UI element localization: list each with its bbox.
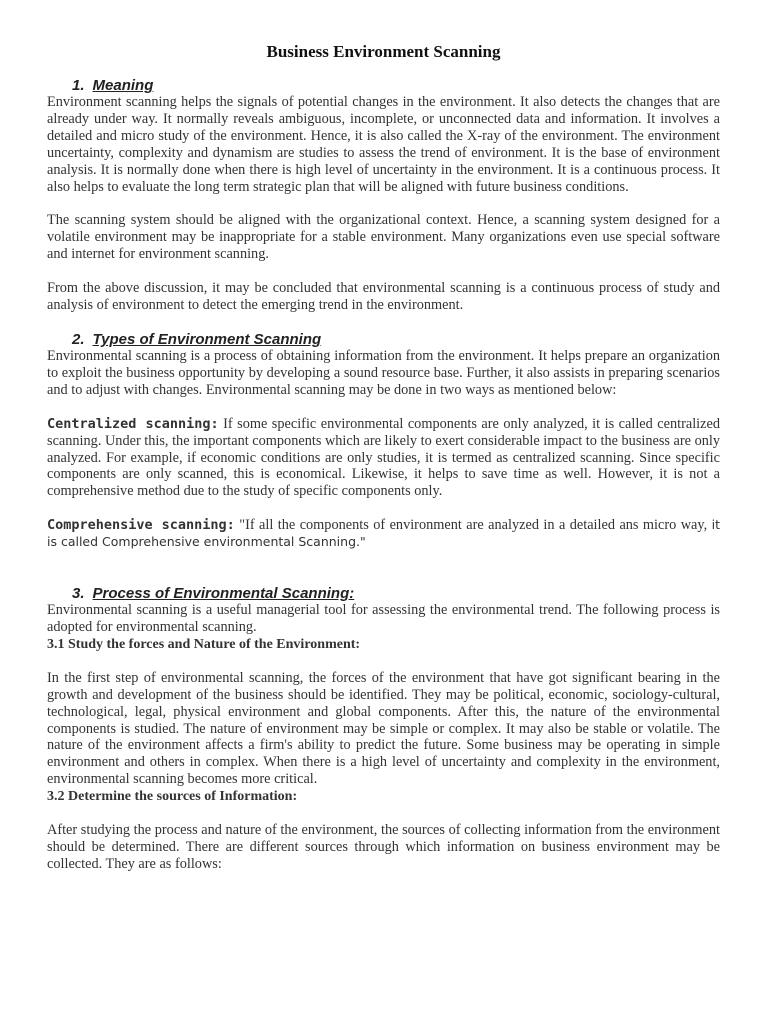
paragraph-study-forces: In the first step of environmental scanning, the forces of the environment that have got significant bearing in the growth and development of the business should be identified. They may be political, economic, sociology-cultural, technological, legal, physical environment and global components. After this, the nature of the environmental components is studied. The nature of environment may be simple or complex. It may also be stable or volatile. The nature of the environment affects a firm's ability to predict the future. Some business may be operating in simple environment and others in complex. When there is a high level of uncertainty and complexity in the environment, environmental scanning becomes more critical. (47, 669, 720, 788)
section-heading-types (47, 331, 720, 348)
paragraph-types-intro: Environmental scanning is a process of obtaining information from the environment. It helps prepare an organization to exploit the business opportunity by developing a sound resource base. Further, it also assists in preparing scenarios and to adjust with changes. Environmental scanning may be done in two ways as mentioned below: (47, 347, 720, 398)
subheading-sources-information: 3.2 Determine the sources of Information: (47, 789, 298, 805)
section-title: Types of Environment Scanning (92, 330, 322, 348)
subheading-study-forces: 3.1 Study the forces and Nature of the Environment: (47, 636, 361, 652)
comprehensive-scanning-text-tail: it is called Comprehensive environmental Scanning." (47, 517, 721, 550)
page-title: Business Environment Scanning (266, 42, 501, 61)
paragraph-meaning-2: The scanning system should be aligned with the organizational context. Hence, a scanning system designed for a volatile environment may be inappropriate for a stable environment. Many organizations even use special software and internet for environment scanning. (47, 212, 720, 263)
paragraph-meaning-1: Environment scanning helps the signals of potential changes in the environment. It also detects the changes that are already under way. It normally reveals ambiguous, incomplete, or unconnected data and information. It involves a detailed and micro study of the environment. Hence, it is also called the X-ray of the environment. The environment uncertainty, complexity and dynamism are studies to assess the trend of environment. It is the base of environment analysis. It is normally done when there is high level of uncertainty in the environment. It is a continuous process. It also helps to evaluate the long term strategic plan that will be aligned with future business conditions. (47, 94, 720, 195)
centralized-scanning-label: Centralized scanning: (47, 415, 219, 432)
section-number: 2. (72, 330, 85, 348)
paragraph-sources-information: After studying the process and nature of the environment, the sources of collecting information from the environment should be determined. There are different sources through which information on business environment may be collected. They are as follows: (47, 822, 720, 872)
section-title: Process of Environmental Scanning: (92, 585, 355, 603)
paragraph-comprehensive-scanning (47, 517, 720, 551)
centralized-scanning-text: If some specific environmental components are only analyzed, it is called centralized scanning. Under this, the important components which are likely to exert considerable impact to the business are only analyzed. For example, if economic conditions are only studies, it is termed as centralized scanning. Since specific components are only scanned, this is economical. Likewise, it helps to save time as well. However, it is not a comprehensive method due to the study of specific components only. (47, 415, 720, 500)
section-title: Meaning (92, 77, 154, 94)
comprehensive-scanning-label: Comprehensive scanning: (47, 517, 235, 534)
paragraph-meaning-3: From the above discussion, it may be concluded that environmental scanning is a continuous process of study and analysis of environment to detect the emerging trend in the environment. (47, 280, 720, 314)
section-heading-process (47, 585, 720, 602)
section-number: 1. (72, 77, 85, 94)
section-heading-meaning (47, 77, 720, 94)
paragraph-process-intro: Environmental scanning is a useful managerial tool for assessing the environmental trend. The following process is adopted for environmental scanning. (47, 602, 720, 635)
section-number: 3. (72, 585, 85, 603)
paragraph-centralized-scanning (47, 416, 720, 501)
comprehensive-scanning-text: "If all the components of environment are analyzed in a detailed ans micro way, (234, 517, 712, 534)
